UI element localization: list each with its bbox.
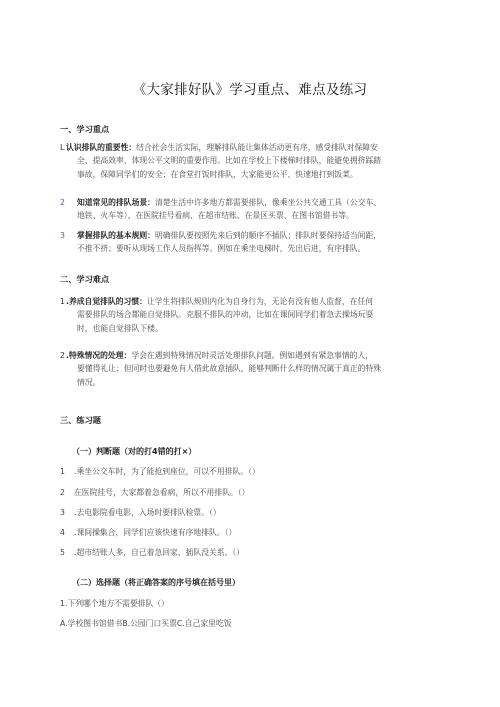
item-number: 3 (60, 231, 65, 240)
list-item (60, 196, 446, 223)
question-text: .去电影院看电影，入场时要排队检票。（） (74, 508, 221, 517)
item-number: 2 (60, 198, 65, 207)
question-number: 5 (60, 548, 65, 557)
item-keyword: 知道常见的排队场景： (77, 198, 155, 207)
question-number: 4 (60, 528, 65, 537)
item-text-continued: 需要排队的场合都能自觉排队。克服不排队的冲动，比如在课间同学们着急去操场玩耍 (77, 310, 374, 320)
question-item (60, 547, 244, 558)
subsection-heading-true-false: （一）判断题（对的打4错的打×） (72, 447, 197, 456)
question-item (60, 466, 260, 477)
item-text: 学会在遇到特殊情况时灵活处理排队问题。例如遇到有紧急事情的人， (131, 351, 374, 360)
question-item (60, 527, 236, 538)
question-text: .课间操集合，同学们应该快速有序地排队。（） (74, 528, 237, 537)
subsection-heading-multiple-choice: （二）选择题（将正确答案的序号填在括号里） (72, 578, 240, 587)
item-text-continued: 全、提高效率、体现公平文明的重要作用。比如在学校上下楼梯时排队，能避免拥挤踩踏 (77, 156, 382, 166)
item-text: 明确排队要按照先来后到的顺序不插队；排队时要保持适当间距， (154, 231, 382, 240)
question-text: .超市结账人多，自己着急回家，插队没关系。（） (74, 548, 245, 557)
item-keyword: 掌握排队的基本规则： (77, 231, 155, 240)
item-number: 1 (60, 297, 65, 306)
question-text: 在医院挂号，大家都着急看病，所以不用排队。（） (74, 488, 250, 497)
item-text: 结合社会生活实际，理解排队能让集体活动更有序，感受排队对保障安 (136, 143, 378, 152)
item-text: 清楚生活中许多地方都需要排队，像乘坐公共交通工具（公交车、 (154, 198, 382, 207)
item-text-continued: 不推不挤；要听从现场工作人员指挥等。例如在乘坐电梯时，先出后进，有序排队。 (77, 244, 366, 254)
question-number: 3 (60, 508, 65, 517)
list-item (60, 349, 446, 389)
item-text-continued: 情况。 (77, 377, 101, 387)
item-keyword: 认识排队的重要性： (66, 143, 137, 152)
question-number: 2 (60, 488, 65, 497)
item-keyword: .特殊情况的处理： (66, 351, 132, 360)
item-number: 2 (60, 351, 65, 360)
document-title: 《大家排好队》学习重点、难点及练习 (132, 82, 368, 98)
list-item (60, 295, 446, 335)
list-item (60, 141, 446, 181)
section-heading-difficulties: 二、学习难点 (60, 274, 110, 284)
section-heading-key-points: 一、学习重点 (60, 124, 110, 134)
item-text-continued: 事故，保障同学们的安全；在食堂打饭时排队，大家能更公平、快速地打到饭菜。 (77, 169, 358, 179)
item-text-continued: 地铁、火车等）、在医院挂号看病、在超市结账、在景区买票、在图书馆借书等。 (77, 211, 354, 221)
section-heading-exercises: 三、练习题 (60, 415, 101, 425)
item-number: L (60, 143, 65, 152)
item-text: 让学生将排队规则内化为自身行为，无论有没有他人监督，在任何 (146, 297, 374, 306)
question-item (60, 507, 221, 518)
question-item (60, 487, 249, 498)
item-keyword: .养成自觉排队的习惯： (66, 297, 147, 306)
item-text-continued: 要懂得礼让；但同时也要避免有人借此故意插队，能够判断什么样的情况属于真正的特殊 (77, 364, 382, 374)
question-number: 1 (60, 467, 65, 476)
choice-question: 1.下列哪个地方不需要排队（） (60, 599, 169, 608)
item-text-continued: 时，也能自觉排队下楼。 (77, 323, 163, 333)
list-item (60, 229, 446, 256)
choice-options: A.学校图书馆借书B.公园门口买票C.自己家里吃饭 (60, 619, 232, 628)
question-text: .乘坐公交车时，为了能抢到座位，可以不用排队。（） (74, 467, 260, 476)
